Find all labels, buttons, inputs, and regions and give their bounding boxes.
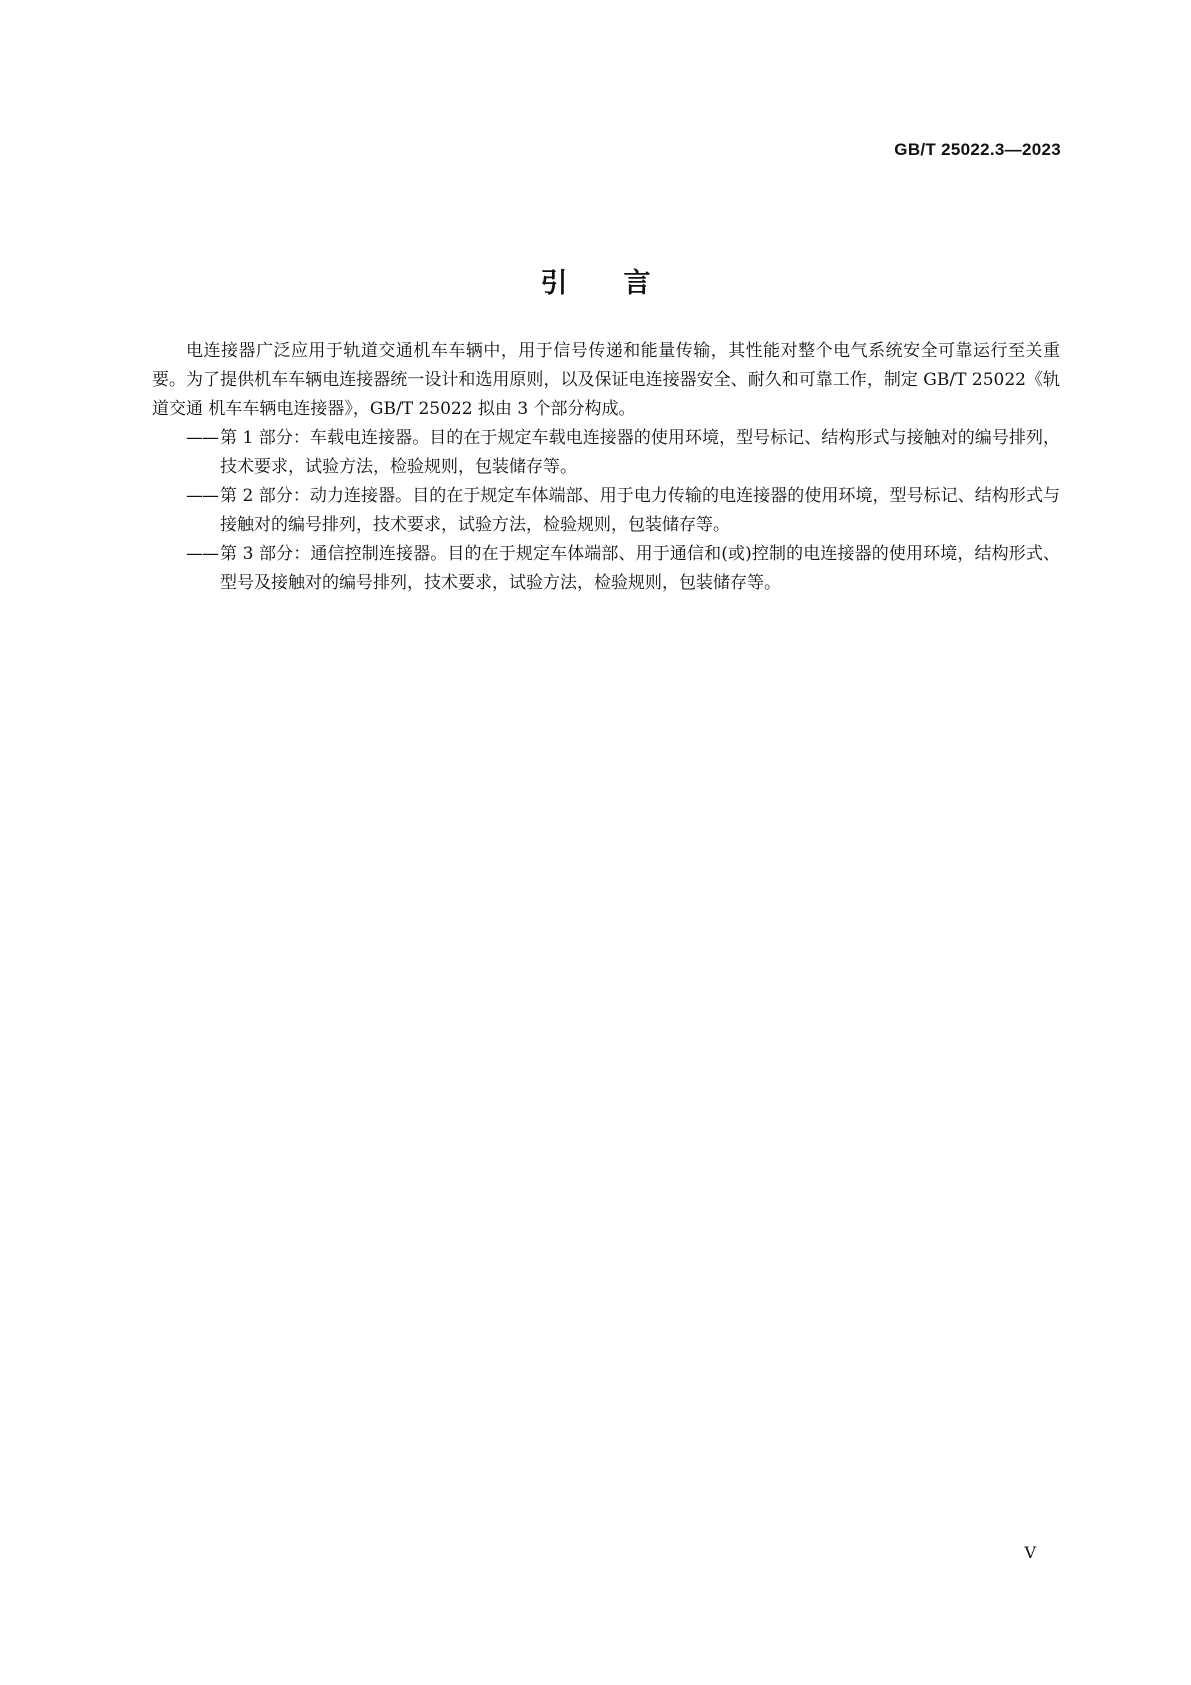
list-dash: —— [186, 428, 218, 448]
intro-paragraph: 电连接器广泛应用于轨道交通机车车辆中，用于信号传递和能量传输，其性能对整个电气系统安全可靠运行至关重要。为了提供机车车辆电连接器统一设计和选用原则，以及保证电连接器安全、耐久和可靠工作，制定 GB/T 25022《轨道交通 机车车辆电连接器》，GB/T 25022 拟由 3 个部分构成。 [152, 341, 1060, 419]
page-number: V [1024, 1543, 1036, 1562]
list-item-part-3 [152, 540, 1060, 598]
list-item-part-2 [152, 482, 1060, 540]
document-code: GB/T 25022.3—2023 [894, 140, 1061, 159]
list-item-text: 第 3 部分：通信控制连接器。目的在于规定车体端部、用于通信和(或)控制的电连接器的使用环境，结构形式、型号及接触对的编号排列，技术要求，试验方法，检验规则，包装储存等。 [220, 544, 1060, 593]
list-dash: —— [186, 486, 218, 506]
list-item-text: 第 1 部分：车载电连接器。目的在于规定车载电连接器的使用环境，型号标记、结构形式与接触对的编号排列，技术要求，试验方法，检验规则，包装储存等。 [220, 428, 1060, 477]
list-item-part-1 [152, 424, 1060, 482]
body-text [152, 337, 1060, 598]
list-dash: —— [186, 544, 218, 564]
list-item-text: 第 2 部分：动力连接器。目的在于规定车体端部、用于电力传输的电连接器的使用环境，型号标记、结构形式与接触对的编号排列，技术要求，试验方法，检验规则，包装储存等。 [220, 486, 1060, 535]
section-title: 引言 [540, 268, 707, 300]
